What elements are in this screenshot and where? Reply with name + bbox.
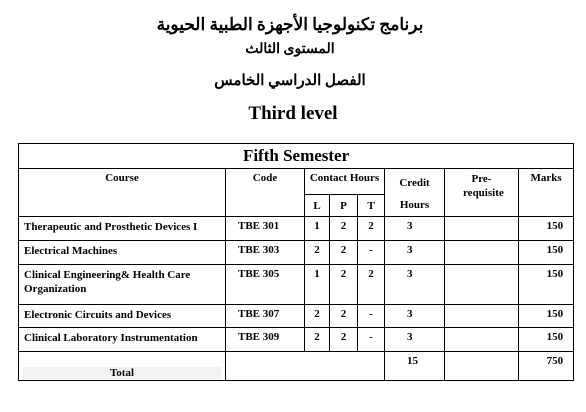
- course-code: TBE 305: [226, 265, 305, 305]
- table-row: [19, 241, 574, 265]
- header-prerequisite: Pre-requisite: [445, 169, 519, 217]
- prerequisite: [445, 328, 519, 352]
- total-credit-hours: 15: [385, 352, 445, 381]
- course-code: TBE 303: [226, 241, 305, 265]
- total-row: [19, 352, 574, 381]
- lecture-hours: 2: [305, 241, 330, 265]
- prerequisite: [445, 217, 519, 241]
- practical-hours: 2: [330, 217, 358, 241]
- header-marks: Marks: [519, 169, 574, 217]
- tutorial-hours: -: [358, 305, 385, 328]
- lecture-hours: 2: [305, 305, 330, 328]
- total-label: Total: [23, 367, 221, 379]
- practical-hours: 2: [330, 328, 358, 352]
- tutorial-hours: 2: [358, 265, 385, 305]
- total-label-cell: [19, 352, 226, 381]
- table-row: [19, 305, 574, 328]
- practical-hours: 2: [330, 241, 358, 265]
- marks: 150: [519, 217, 574, 241]
- total-prerequisite-cell: [445, 352, 519, 381]
- total-marks: 750: [519, 352, 574, 381]
- course-code: TBE 307: [226, 305, 305, 328]
- header-credit-hours: Credit Hours: [385, 169, 445, 217]
- marks: 150: [519, 265, 574, 305]
- course-name: Electronic Circuits and Devices: [19, 305, 226, 328]
- course-name: Electrical Machines: [19, 241, 226, 265]
- header-row: [19, 169, 574, 195]
- level-title-english: Third level: [248, 103, 338, 124]
- table-row: [19, 328, 574, 352]
- course-name: Clinical Engineering& Health Care Organization: [19, 265, 226, 305]
- level-title-arabic: المستوى الثالث: [245, 42, 335, 57]
- course-name: Therapeutic and Prosthetic Devices I: [19, 217, 226, 241]
- practical-hours: 2: [330, 305, 358, 328]
- practical-hours: 2: [330, 265, 358, 305]
- header-tutorial: T: [358, 195, 385, 217]
- prerequisite: [445, 241, 519, 265]
- semester-title: Fifth Semester: [19, 144, 574, 169]
- tutorial-hours: -: [358, 328, 385, 352]
- course-code: TBE 301: [226, 217, 305, 241]
- marks: 150: [519, 241, 574, 265]
- credit-hours: 3: [385, 217, 445, 241]
- header-course: Course: [19, 169, 226, 217]
- table-row: [19, 217, 574, 241]
- prerequisite: [445, 265, 519, 305]
- tutorial-hours: 2: [358, 217, 385, 241]
- header-code: Code: [226, 169, 305, 217]
- credit-hours: 3: [385, 265, 445, 305]
- marks: 150: [519, 305, 574, 328]
- table-title-row: [19, 144, 574, 169]
- lecture-hours: 1: [305, 217, 330, 241]
- table-row: [19, 265, 574, 305]
- semester-course-table: [18, 143, 574, 381]
- header-contact-hours: Contact Hours: [305, 169, 385, 195]
- header-lecture: L: [305, 195, 330, 217]
- marks: 150: [519, 328, 574, 352]
- prerequisite: [445, 305, 519, 328]
- tutorial-hours: -: [358, 241, 385, 265]
- program-title-arabic: برنامج تكنولوجيا الأجهزة الطبية الحيوية: [156, 15, 424, 34]
- credit-hours: 3: [385, 328, 445, 352]
- course-name: Clinical Laboratory Instrumentation: [19, 328, 226, 352]
- total-empty-cell: [226, 352, 385, 381]
- semester-title-arabic: الفصل الدراسي الخامس: [214, 73, 366, 89]
- header-practical: P: [330, 195, 358, 217]
- credit-hours: 3: [385, 241, 445, 265]
- lecture-hours: 1: [305, 265, 330, 305]
- course-code: TBE 309: [226, 328, 305, 352]
- credit-hours: 3: [385, 305, 445, 328]
- lecture-hours: 2: [305, 328, 330, 352]
